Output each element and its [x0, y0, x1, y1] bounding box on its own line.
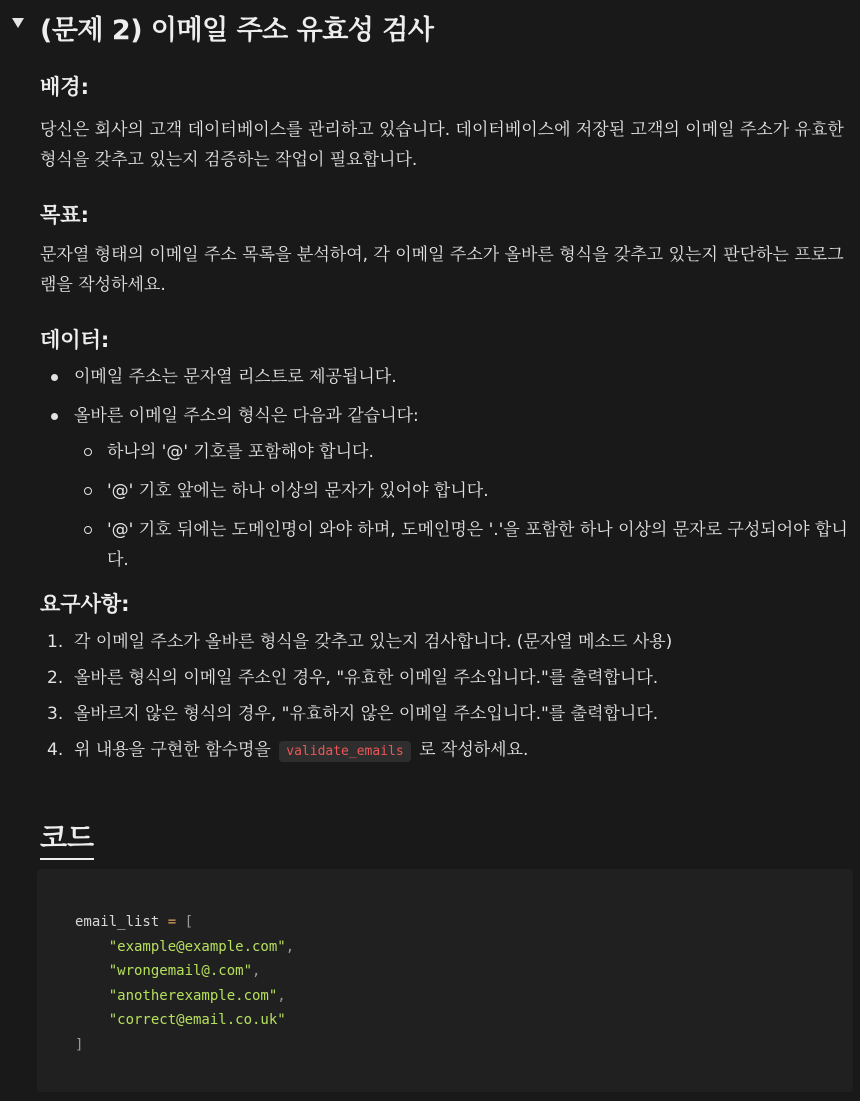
bullet-dot-icon	[51, 374, 58, 381]
list-item	[74, 437, 852, 467]
code-string: "example@example.com"	[108, 938, 286, 955]
background-text: 당신은 회사의 고객 데이터베이스를 관리하고 있습니다. 데이터베이스에 저장된 고객의 이메일 주소가 유효한 형식을 갖추고 있는지 검증하는 작업이 필요합니다.	[40, 120, 844, 170]
list-item	[40, 663, 852, 693]
code-comma: ,	[277, 987, 286, 1004]
code-comma: ,	[285, 938, 295, 955]
bullet-text: 올바른 이메일 주소의 형식은 다음과 같습니다:	[74, 406, 419, 426]
rule-text: 하나의 '@' 기호를 포함해야 합니다.	[107, 442, 374, 462]
toggle-triangle-icon[interactable]	[12, 18, 24, 28]
list-item	[40, 699, 852, 729]
item-number: 2.	[47, 668, 64, 688]
rule-text: '@' 기호 뒤에는 도메인명이 와야 하며, 도메인명은 '.'을 포함한 하나 이상의 문자로 구성되어야 합니다.	[107, 520, 848, 570]
bullet-circle-icon	[84, 526, 92, 534]
goal-text: 문자열 형태의 이메일 주소 목록을 분석하여, 각 이메일 주소가 올바른 형식을 갖추고 있는지 판단하는 프로그램을 작성하세요.	[40, 245, 844, 295]
data-section	[40, 325, 852, 575]
requirements-list	[40, 627, 852, 767]
bullet-circle-icon	[84, 487, 92, 495]
code-comma: ,	[252, 963, 261, 979]
item-text: 각 이메일 주소가 올바른 형식을 갖추고 있는지 검사합니다. (문자열 메소드 사용)	[74, 632, 673, 652]
bullet-text: 이메일 주소는 문자열 리스트로 제공됩니다.	[74, 367, 397, 387]
toggle-content	[40, 66, 852, 773]
background-section	[40, 72, 852, 175]
code-block[interactable]	[37, 869, 853, 1092]
goal-section	[40, 200, 852, 300]
item-text-before: 위 내용을 구현한 함수명을	[74, 740, 271, 760]
data-heading: 데이터:	[40, 328, 110, 352]
code-string: "anotherexample.com"	[108, 987, 278, 1004]
code-content	[75, 910, 294, 1057]
item-text: 올바르지 않은 형식의 경우, "유효하지 않은 이메일 주소입니다."를 출력합니다.	[74, 704, 659, 724]
bullet-dot-icon	[51, 413, 58, 420]
requirements-section	[40, 589, 852, 767]
code-operator: =	[167, 914, 177, 930]
code-string: "wrongemail@.com"	[108, 963, 253, 979]
rule-text: '@' 기호 앞에는 하나 이상의 문자가 있어야 합니다.	[107, 481, 489, 501]
toggle-block[interactable]	[0, 0, 860, 56]
code-variable: email_list	[75, 914, 160, 930]
code-open-bracket: [	[184, 914, 194, 930]
item-text-after: 로 작성하세요.	[419, 740, 529, 760]
background-heading: 배경:	[40, 75, 89, 99]
list-item	[74, 476, 852, 506]
list-item	[40, 735, 852, 767]
list-item	[40, 627, 852, 657]
item-number: 4.	[47, 740, 64, 760]
item-number: 3.	[47, 704, 64, 724]
item-number: 1.	[47, 632, 64, 652]
list-item	[40, 401, 852, 575]
bullet-circle-icon	[84, 448, 92, 456]
code-close-bracket: ]	[75, 1036, 84, 1053]
code-heading: 코드	[40, 818, 94, 860]
data-bullet-list	[40, 362, 852, 575]
code-string: "correct@email.co.uk"	[108, 1012, 286, 1028]
item-text: 올바른 형식의 이메일 주소인 경우, "유효한 이메일 주소입니다."를 출력합니다.	[74, 668, 659, 688]
format-rules-list	[74, 437, 852, 575]
requirements-heading: 요구사항:	[40, 592, 130, 616]
goal-heading: 목표:	[40, 203, 89, 227]
list-item	[40, 362, 852, 392]
toggle-title: (문제 2) 이메일 주소 유효성 검사	[40, 15, 434, 46]
list-item	[74, 515, 852, 575]
function-name-code: validate_emails	[279, 741, 410, 762]
